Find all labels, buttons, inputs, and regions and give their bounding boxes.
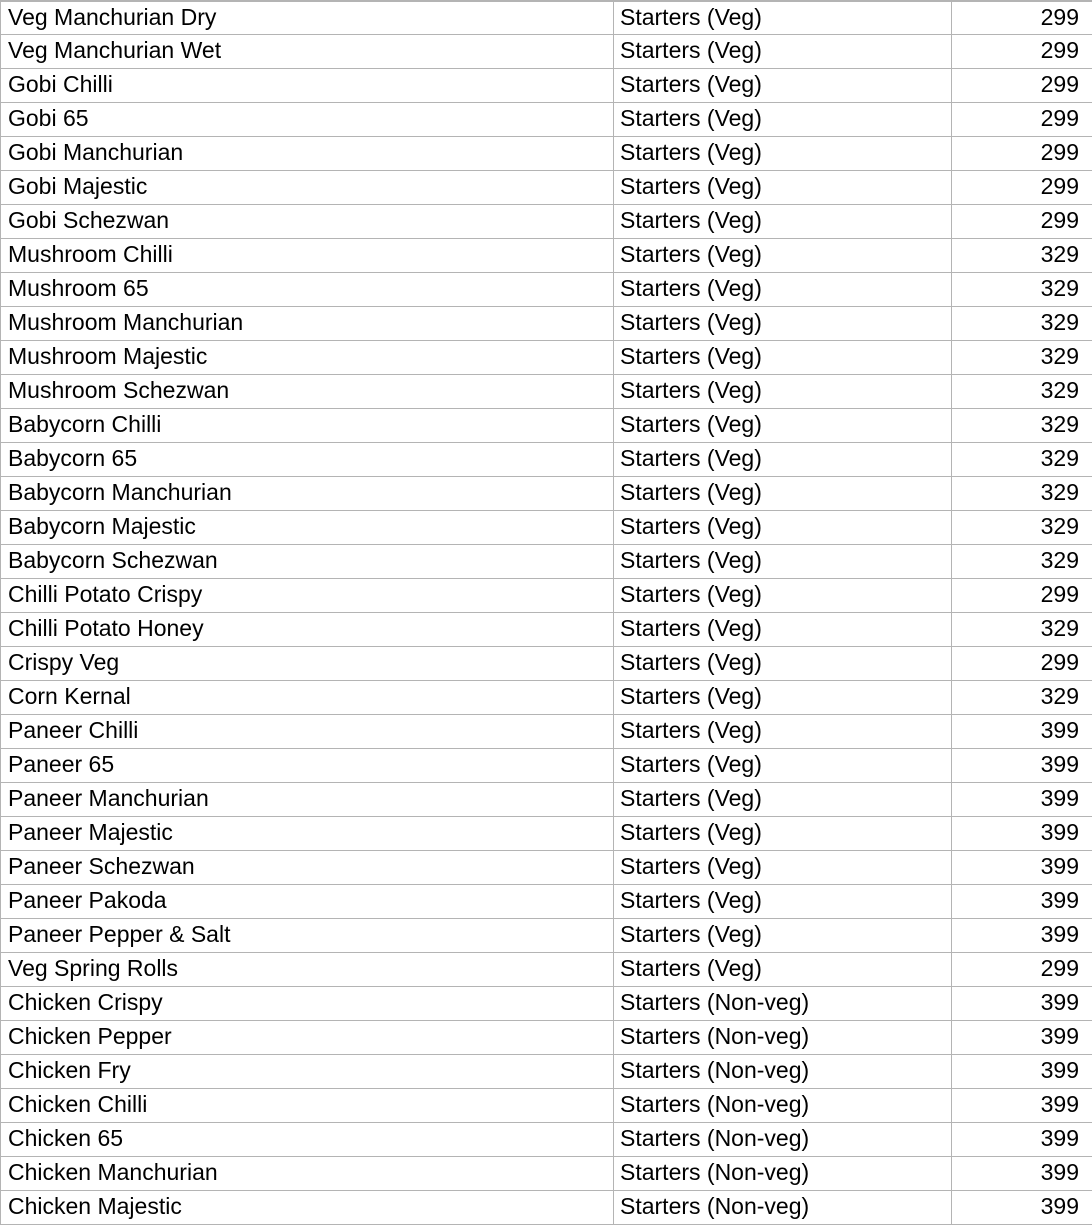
cell-price[interactable]: 329	[952, 511, 1092, 545]
table-row	[1, 35, 1092, 69]
cell-item-name[interactable]: Mushroom Chilli	[1, 239, 614, 273]
table-row	[1, 409, 1092, 443]
table-row	[1, 1021, 1092, 1055]
cell-price[interactable]: 299	[952, 205, 1092, 239]
cell-price[interactable]: 299	[952, 137, 1092, 171]
cell-item-name[interactable]: Paneer Pakoda	[1, 885, 614, 919]
cell-category[interactable]: Starters (Veg)	[614, 579, 952, 613]
cell-item-name[interactable]: Gobi Schezwan	[1, 205, 614, 239]
table-row	[1, 851, 1092, 885]
cell-item-name[interactable]: Babycorn Manchurian	[1, 477, 614, 511]
cell-price[interactable]: 399	[952, 987, 1092, 1021]
cell-item-name[interactable]: Paneer Chilli	[1, 715, 614, 749]
table-row	[1, 171, 1092, 205]
cell-item-name[interactable]: Babycorn Schezwan	[1, 545, 614, 579]
cell-price[interactable]: 329	[952, 273, 1092, 307]
cell-item-name[interactable]: Babycorn Majestic	[1, 511, 614, 545]
table-row	[1, 1, 1092, 35]
cell-item-name[interactable]: Paneer Manchurian	[1, 783, 614, 817]
cell-category[interactable]: Starters (Veg)	[614, 477, 952, 511]
cell-category[interactable]: Starters (Non-veg)	[614, 987, 952, 1021]
cell-price[interactable]: 299	[952, 953, 1092, 987]
cell-category[interactable]: Starters (Veg)	[614, 375, 952, 409]
cell-price[interactable]: 399	[952, 919, 1092, 953]
table-row	[1, 1055, 1092, 1089]
table-row	[1, 273, 1092, 307]
cell-item-name[interactable]: Mushroom Majestic	[1, 341, 614, 375]
cell-price[interactable]: 329	[952, 443, 1092, 477]
cell-category[interactable]: Starters (Non-veg)	[614, 1021, 952, 1055]
table-row	[1, 477, 1092, 511]
cell-item-name[interactable]: Babycorn Chilli	[1, 409, 614, 443]
cell-item-name[interactable]: Chilli Potato Honey	[1, 613, 614, 647]
cell-price[interactable]: 399	[952, 1157, 1092, 1191]
cell-item-name[interactable]: Crispy Veg	[1, 647, 614, 681]
cell-price[interactable]: 329	[952, 375, 1092, 409]
table-row	[1, 749, 1092, 783]
cell-price[interactable]: 329	[952, 681, 1092, 715]
table-row	[1, 1157, 1092, 1191]
table-row	[1, 443, 1092, 477]
cell-price[interactable]: 399	[952, 1021, 1092, 1055]
cell-item-name[interactable]: Chilli Potato Crispy	[1, 579, 614, 613]
table-row	[1, 613, 1092, 647]
cell-item-name[interactable]: Paneer 65	[1, 749, 614, 783]
cell-item-name[interactable]: Babycorn 65	[1, 443, 614, 477]
table-row	[1, 953, 1092, 987]
cell-category[interactable]: Starters (Veg)	[614, 885, 952, 919]
cell-category[interactable]: Starters (Veg)	[614, 307, 952, 341]
cell-item-name[interactable]: Corn Kernal	[1, 681, 614, 715]
cell-item-name[interactable]: Chicken Crispy	[1, 987, 614, 1021]
spreadsheet-body	[1, 1, 1092, 1225]
cell-item-name[interactable]: Veg Spring Rolls	[1, 953, 614, 987]
cell-price[interactable]: 329	[952, 409, 1092, 443]
cell-category[interactable]: Starters (Veg)	[614, 511, 952, 545]
cell-item-name[interactable]: Paneer Schezwan	[1, 851, 614, 885]
cell-category[interactable]: Starters (Veg)	[614, 647, 952, 681]
cell-price[interactable]: 299	[952, 647, 1092, 681]
cell-price[interactable]: 399	[952, 715, 1092, 749]
cell-category[interactable]: Starters (Veg)	[614, 69, 952, 103]
cell-item-name[interactable]: Mushroom 65	[1, 273, 614, 307]
cell-price[interactable]: 399	[952, 1123, 1092, 1157]
cell-price[interactable]: 329	[952, 477, 1092, 511]
cell-item-name[interactable]: Gobi Majestic	[1, 171, 614, 205]
table-row	[1, 69, 1092, 103]
table-row	[1, 987, 1092, 1021]
table-row	[1, 307, 1092, 341]
cell-price[interactable]: 299	[952, 579, 1092, 613]
cell-category[interactable]: Starters (Veg)	[614, 1, 952, 35]
cell-category[interactable]: Starters (Veg)	[614, 851, 952, 885]
table-row	[1, 715, 1092, 749]
cell-category[interactable]: Starters (Veg)	[614, 341, 952, 375]
cell-category[interactable]: Starters (Non-veg)	[614, 1055, 952, 1089]
table-row	[1, 1123, 1092, 1157]
table-row	[1, 1191, 1092, 1225]
cell-price[interactable]: 399	[952, 749, 1092, 783]
table-row	[1, 647, 1092, 681]
cell-item-name[interactable]: Paneer Pepper & Salt	[1, 919, 614, 953]
cell-price[interactable]: 299	[952, 171, 1092, 205]
table-row	[1, 341, 1092, 375]
cell-category[interactable]: Starters (Non-veg)	[614, 1157, 952, 1191]
cell-category[interactable]: Starters (Veg)	[614, 137, 952, 171]
cell-price[interactable]: 399	[952, 817, 1092, 851]
cell-category[interactable]: Starters (Veg)	[614, 239, 952, 273]
table-row	[1, 579, 1092, 613]
table-row	[1, 375, 1092, 409]
cell-item-name[interactable]: Gobi Manchurian	[1, 137, 614, 171]
cell-category[interactable]: Starters (Veg)	[614, 613, 952, 647]
cell-item-name[interactable]: Chicken Chilli	[1, 1089, 614, 1123]
cell-item-name[interactable]: Mushroom Schezwan	[1, 375, 614, 409]
cell-item-name[interactable]: Chicken Pepper	[1, 1021, 614, 1055]
cell-category[interactable]: Starters (Veg)	[614, 715, 952, 749]
cell-price[interactable]: 299	[952, 35, 1092, 69]
cell-price[interactable]: 399	[952, 1191, 1092, 1225]
cell-price[interactable]: 329	[952, 341, 1092, 375]
cell-category[interactable]: Starters (Non-veg)	[614, 1191, 952, 1225]
cell-category[interactable]: Starters (Veg)	[614, 35, 952, 69]
table-row	[1, 681, 1092, 715]
cell-price[interactable]: 299	[952, 69, 1092, 103]
cell-category[interactable]: Starters (Veg)	[614, 103, 952, 137]
table-row	[1, 511, 1092, 545]
cell-price[interactable]: 399	[952, 1089, 1092, 1123]
cell-item-name[interactable]: Veg Manchurian Wet	[1, 35, 614, 69]
table-row	[1, 205, 1092, 239]
cell-item-name[interactable]: Veg Manchurian Dry	[1, 1, 614, 35]
table-row	[1, 1089, 1092, 1123]
cell-category[interactable]: Starters (Veg)	[614, 409, 952, 443]
cell-price[interactable]: 329	[952, 613, 1092, 647]
cell-item-name[interactable]: Chicken Manchurian	[1, 1157, 614, 1191]
cell-category[interactable]: Starters (Non-veg)	[614, 1089, 952, 1123]
cell-price[interactable]: 399	[952, 1055, 1092, 1089]
table-row	[1, 239, 1092, 273]
cell-category[interactable]: Starters (Veg)	[614, 171, 952, 205]
cell-item-name[interactable]: Paneer Majestic	[1, 817, 614, 851]
cell-category[interactable]: Starters (Veg)	[614, 443, 952, 477]
cell-category[interactable]: Starters (Veg)	[614, 919, 952, 953]
cell-category[interactable]: Starters (Veg)	[614, 273, 952, 307]
cell-price[interactable]: 399	[952, 885, 1092, 919]
table-row	[1, 783, 1092, 817]
cell-price[interactable]: 399	[952, 851, 1092, 885]
cell-category[interactable]: Starters (Non-veg)	[614, 1123, 952, 1157]
cell-item-name[interactable]: Chicken Majestic	[1, 1191, 614, 1225]
table-row	[1, 817, 1092, 851]
cell-category[interactable]: Starters (Veg)	[614, 545, 952, 579]
cell-category[interactable]: Starters (Veg)	[614, 681, 952, 715]
cell-price[interactable]: 299	[952, 1, 1092, 35]
table-row	[1, 545, 1092, 579]
table-row	[1, 137, 1092, 171]
table-row	[1, 103, 1092, 137]
table-row	[1, 885, 1092, 919]
table-row	[1, 919, 1092, 953]
cell-item-name[interactable]: Gobi 65	[1, 103, 614, 137]
cell-item-name[interactable]: Chicken 65	[1, 1123, 614, 1157]
cell-item-name[interactable]: Mushroom Manchurian	[1, 307, 614, 341]
cell-category[interactable]: Starters (Veg)	[614, 953, 952, 987]
cell-item-name[interactable]: Gobi Chilli	[1, 69, 614, 103]
cell-price[interactable]: 399	[952, 783, 1092, 817]
cell-price[interactable]: 329	[952, 545, 1092, 579]
cell-category[interactable]: Starters (Veg)	[614, 205, 952, 239]
cell-category[interactable]: Starters (Veg)	[614, 783, 952, 817]
cell-category[interactable]: Starters (Veg)	[614, 817, 952, 851]
cell-price[interactable]: 329	[952, 307, 1092, 341]
cell-price[interactable]: 299	[952, 103, 1092, 137]
cell-category[interactable]: Starters (Veg)	[614, 749, 952, 783]
cell-item-name[interactable]: Chicken Fry	[1, 1055, 614, 1089]
cell-price[interactable]: 329	[952, 239, 1092, 273]
